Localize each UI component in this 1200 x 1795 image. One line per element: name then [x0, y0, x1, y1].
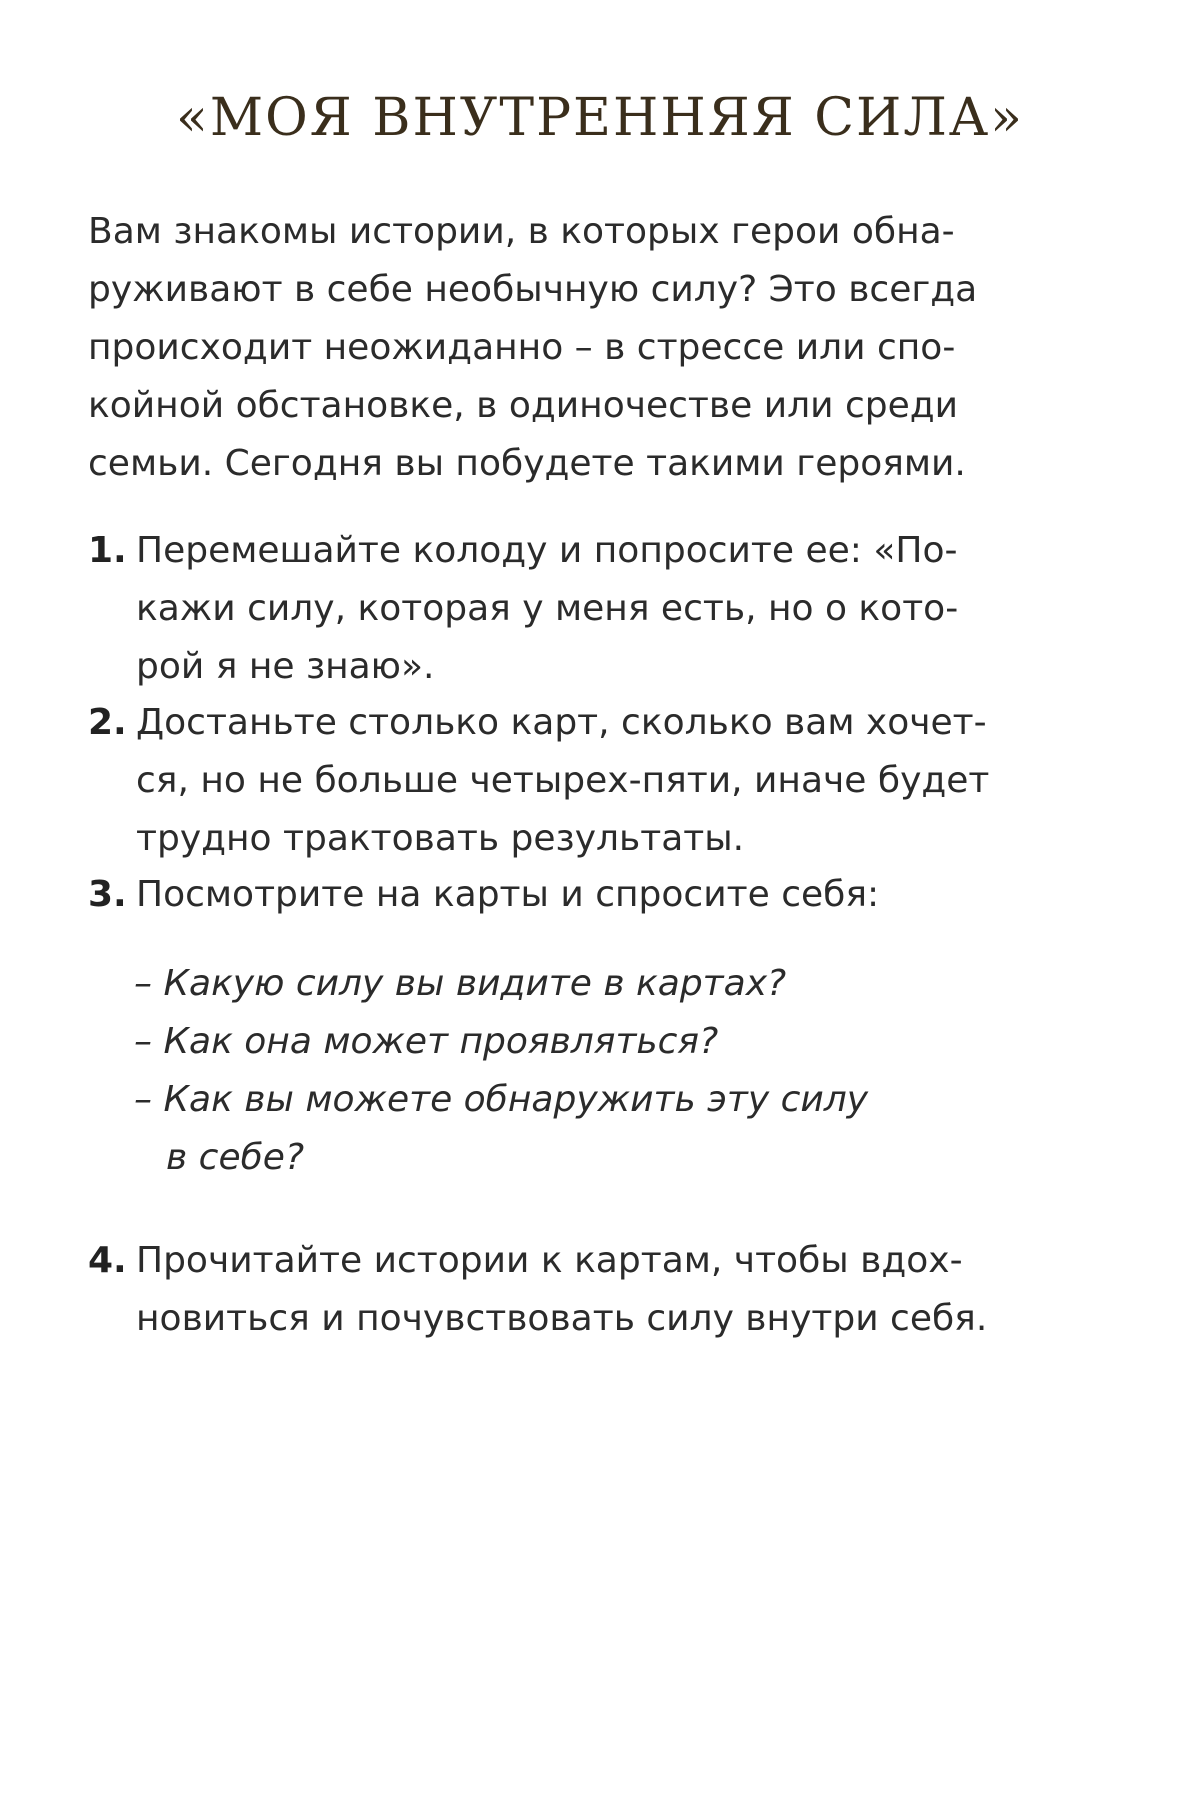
- question-list: [134, 955, 868, 1187]
- step-text: [136, 1232, 987, 1348]
- step-line: новиться и почувствовать силу внутри себя.: [136, 1298, 988, 1339]
- step-line: Перемешайте колоду и попросите ее: «По-: [136, 530, 958, 571]
- step-text: [136, 694, 989, 868]
- intro-paragraph: [88, 203, 977, 493]
- step-line: рой я не знаю».: [136, 646, 435, 687]
- step-line: кажи силу, которая у меня есть, но о кото-: [136, 588, 959, 629]
- step-text: [136, 522, 958, 696]
- step-line: Достаньте столько карт, сколько вам хочет-: [136, 702, 987, 743]
- step-number: 2.: [88, 702, 127, 743]
- question-item-continuation: в себе?: [166, 1137, 305, 1178]
- question-item: – Какую силу вы видите в картах?: [134, 963, 787, 1004]
- intro-line: семьи. Сегодня вы побудете такими героями.: [88, 443, 966, 484]
- step-number: 3.: [88, 874, 127, 915]
- step-line: Посмотрите на карты и спросите себя:: [136, 874, 880, 915]
- question-item: – Как вы можете обнаружить эту силу: [134, 1079, 869, 1120]
- step-line: ся, но не больше четырех-пяти, иначе будет: [136, 760, 990, 801]
- step-number: 4.: [88, 1240, 127, 1281]
- intro-line: руживают в себе необычную силу? Это всегда: [88, 269, 978, 310]
- intro-line: Вам знакомы истории, в которых герои обна-: [88, 211, 955, 252]
- step-text: [136, 866, 879, 924]
- step-line: трудно трактовать результаты.: [136, 818, 745, 859]
- page-title: «МОЯ ВНУТРЕННЯЯ СИЛА»: [176, 88, 1024, 148]
- step-number: 1.: [88, 530, 127, 571]
- intro-line: койной обстановке, в одиночестве или среди: [88, 385, 959, 426]
- question-item: – Как она может проявляться?: [134, 1021, 719, 1062]
- intro-line: происходит неожиданно – в стрессе или спо-: [88, 327, 956, 368]
- step-line: Прочитайте истории к картам, чтобы вдох-: [136, 1240, 963, 1281]
